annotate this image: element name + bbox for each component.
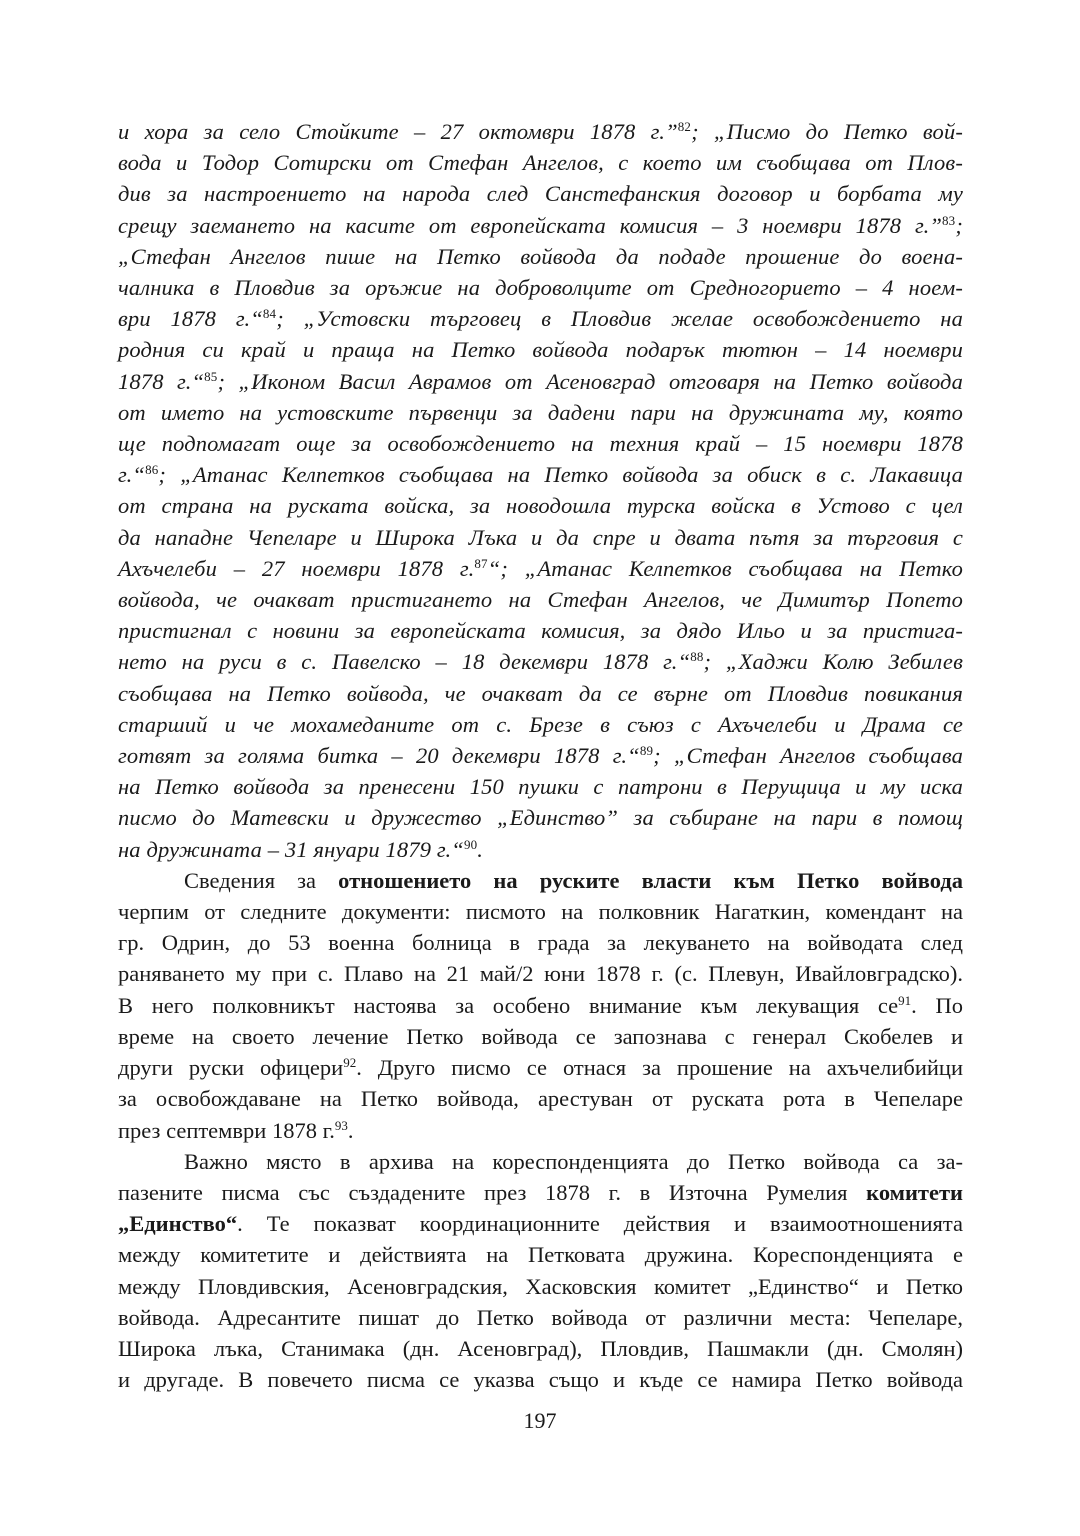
page-number: 197 — [523, 1408, 557, 1433]
italic-text-line — [118, 709, 963, 740]
text-line: Важно място в архива на кореспонденцията до Петко войвода са за- — [184, 1148, 963, 1174]
italic-text-line — [118, 740, 963, 771]
italic-text-line — [118, 428, 963, 459]
italic-text-line — [118, 490, 963, 521]
text-span: старший и че мохамеданите от с. Брезе в съюз с Ахъчелеби и Драма се — [118, 711, 963, 737]
footnote-ref: 86 — [145, 462, 159, 478]
footnote-ref: 91 — [898, 992, 912, 1008]
text-span: готвят за голяма битка – 20 декември 1878 г.“ — [118, 743, 640, 769]
bold-heading-span: отношението на руските власти към Петко войвода — [338, 867, 963, 893]
text-line — [118, 1177, 963, 1208]
italic-text-line — [118, 116, 963, 147]
italic-document-list — [118, 116, 963, 865]
italic-text-line — [118, 241, 963, 272]
text-span: чалника в Пловдив за оръжие на доброволците от Средногорието – 4 ноем- — [118, 275, 963, 301]
text-span: г.“ — [118, 462, 146, 488]
text-span: ; „Хаджи Колю Зебилев — [703, 649, 963, 675]
italic-text-line — [118, 210, 963, 241]
italic-text-line — [118, 802, 963, 833]
footnote-ref: 83 — [942, 212, 956, 228]
text-span: вода и Тодор Сотирски от Стефан Ангелов, с което им съобщава от Плов- — [118, 150, 963, 176]
text-span: В него полковникът настоява за особено внимание към лекуващия се — [118, 992, 899, 1018]
italic-text-line — [118, 397, 963, 428]
text-span: на Петко войвода за пренесени 150 пушки с патрони в Перущица и му иска — [118, 774, 963, 800]
paragraph-russian-authorities — [118, 865, 963, 1146]
bold-span: комитети — [866, 1179, 963, 1205]
text-span: други руски офицери — [118, 1055, 344, 1081]
text-span: . — [477, 836, 484, 862]
text-span: през септември 1878 г. — [118, 1117, 335, 1143]
text-span: ; „Атанас Келпетков съобщава на Петко войвода за обиск в с. Лакавица — [158, 462, 963, 488]
footnote-ref: 93 — [334, 1117, 348, 1133]
text-line: за освобождаване на Петко войвода, арестуван от руската рота в Чепеларе — [118, 1086, 963, 1112]
text-line — [118, 1208, 963, 1239]
text-span: нето на руси в с. Павелско – 18 декември 1878 г.“ — [118, 649, 691, 675]
text-span: ври 1878 г.“ — [118, 306, 263, 332]
italic-text-line — [118, 147, 963, 178]
footnote-ref: 89 — [639, 743, 654, 759]
text-line — [118, 865, 963, 896]
text-span: писмо до Матевски и дружество „Единство” за събиране на пари в помощ — [118, 805, 963, 831]
text-line: Широка лъка, Станимака (дн. Асеновград), Пловдив, Пашмакли (дн. Смолян) — [118, 1335, 963, 1361]
text-line: между Пловдивския, Асеновградския, Хасковския комитет „Единство“ и Петко — [118, 1273, 963, 1299]
text-span: от името на устовските първенци за дадени пари на дружината му, която — [118, 399, 963, 425]
italic-text-line — [118, 771, 963, 802]
text-span: на дружината – 31 януари 1879 г.“ — [118, 836, 464, 862]
text-span: родния си край и праща на Петко войвода подарък тютюн – 14 ноември — [118, 337, 963, 363]
text-span: да нападне Чепеларе и Широка Лъка и да спре и двата пътя за търговия с — [118, 524, 963, 550]
text-line: раняването му при с. Плаво на 21 май/2 юни 1878 г. (с. Плевун, Ивайловградско). — [118, 961, 963, 987]
italic-text-line — [118, 646, 963, 677]
footnote-ref: 88 — [690, 649, 704, 665]
text-line: време на своето лечение Петко войвода се запознава с генерал Скобелев и — [118, 1023, 963, 1049]
text-span: пристигнал с новини за европейската комисия, за дядо Ильо и за пристига- — [118, 618, 963, 644]
text-span: и хора за село Стойките – 27 октомври 1878 г.” — [118, 119, 678, 144]
text-line: между комитетите и действията на Петковата дружина. Кореспонденцията е — [118, 1242, 963, 1268]
footnote-ref: 92 — [343, 1055, 357, 1071]
text-span: 1878 г.“ — [118, 368, 205, 394]
italic-text-line — [118, 553, 963, 584]
text-span: Ахъчелеби – 27 ноември 1878 г. — [118, 555, 475, 581]
text-span: ще подпомагат още за освобождението на техния край – 15 ноември 1878 — [118, 431, 963, 457]
italic-text-line — [118, 584, 963, 615]
text-span: „Стефан Ангелов пише на Петко войвода да подаде прошение до воена- — [118, 243, 963, 269]
italic-text-line — [118, 459, 963, 490]
text-span: войвода, че очакват пристигането на Стефан Ангелов, че Димитър Попето — [118, 587, 963, 613]
text-span: див за настроението на народа след Санстефанския договор и борбата му — [118, 181, 963, 207]
italic-text-line — [118, 366, 963, 397]
italic-text-line — [118, 272, 963, 303]
footnote-ref: 82 — [677, 119, 692, 134]
footnote-ref: 84 — [262, 306, 277, 322]
italic-text-line — [118, 522, 963, 553]
page-body — [118, 116, 963, 1395]
text-span: . Друго писмо се отнася за прошение на ахъчелибийци — [356, 1055, 963, 1081]
text-span: ; „Иконом Васил Аврамов от Асеновград отговаря на Петко войвода — [217, 368, 963, 394]
text-line: черпим от следните документи: писмото на полковник Нагаткин, комендант на — [118, 899, 963, 925]
italic-text-line — [118, 615, 963, 646]
text-span: . По — [911, 992, 963, 1018]
footnote-ref: 85 — [204, 368, 218, 384]
text-span: Сведения за — [184, 867, 339, 893]
italic-text-line — [118, 678, 963, 709]
text-line — [118, 1052, 963, 1083]
italic-text-line — [118, 834, 963, 865]
footnote-ref: 87 — [474, 555, 488, 571]
text-span: ; — [955, 212, 963, 238]
paragraph-unity-committees — [118, 1146, 963, 1396]
text-line: и другаде. В повечето писма се указва също и къде се намира Петко войвода — [118, 1367, 963, 1393]
text-span: съобщава на Петко войвода, че очакват да се върне от Пловдив повикания — [118, 680, 963, 706]
text-line: гр. Одрин, до 53 военна болница в града за лекуването на войводата след — [118, 930, 963, 956]
text-line — [118, 1115, 963, 1146]
text-span: от страна на руската войска, за новодошла турска войска в Устово с цел — [118, 493, 963, 519]
bold-span: „Единство“ — [118, 1211, 238, 1237]
text-span: . — [347, 1117, 354, 1143]
footnote-ref: 90 — [463, 836, 478, 852]
text-span: “; „Атанас Келпетков съобщава на Петко — [487, 555, 963, 581]
text-span: пазените писма със създадените през 1878 г. в Източна Румелия — [118, 1179, 867, 1205]
text-line — [118, 990, 963, 1021]
italic-text-line — [118, 334, 963, 365]
text-span: срещу заемането на касите от европейската комисия – 3 ноември 1878 г.” — [118, 212, 943, 238]
italic-text-line — [118, 303, 963, 334]
text-span: ; „Писмо до Петко вой- — [691, 119, 963, 144]
text-line: войвода. Адресантите пишат до Петко войвода от различни места: Чепеларе, — [118, 1304, 963, 1330]
italic-text-line — [118, 178, 963, 209]
text-span: . Те показват координационните действия и взаимоотношенията — [237, 1211, 963, 1237]
text-span: ; „Стефан Ангелов съобщава — [653, 743, 963, 769]
text-span: ; „Устовски търговец в Пловдив желае освобождението на — [276, 306, 963, 332]
